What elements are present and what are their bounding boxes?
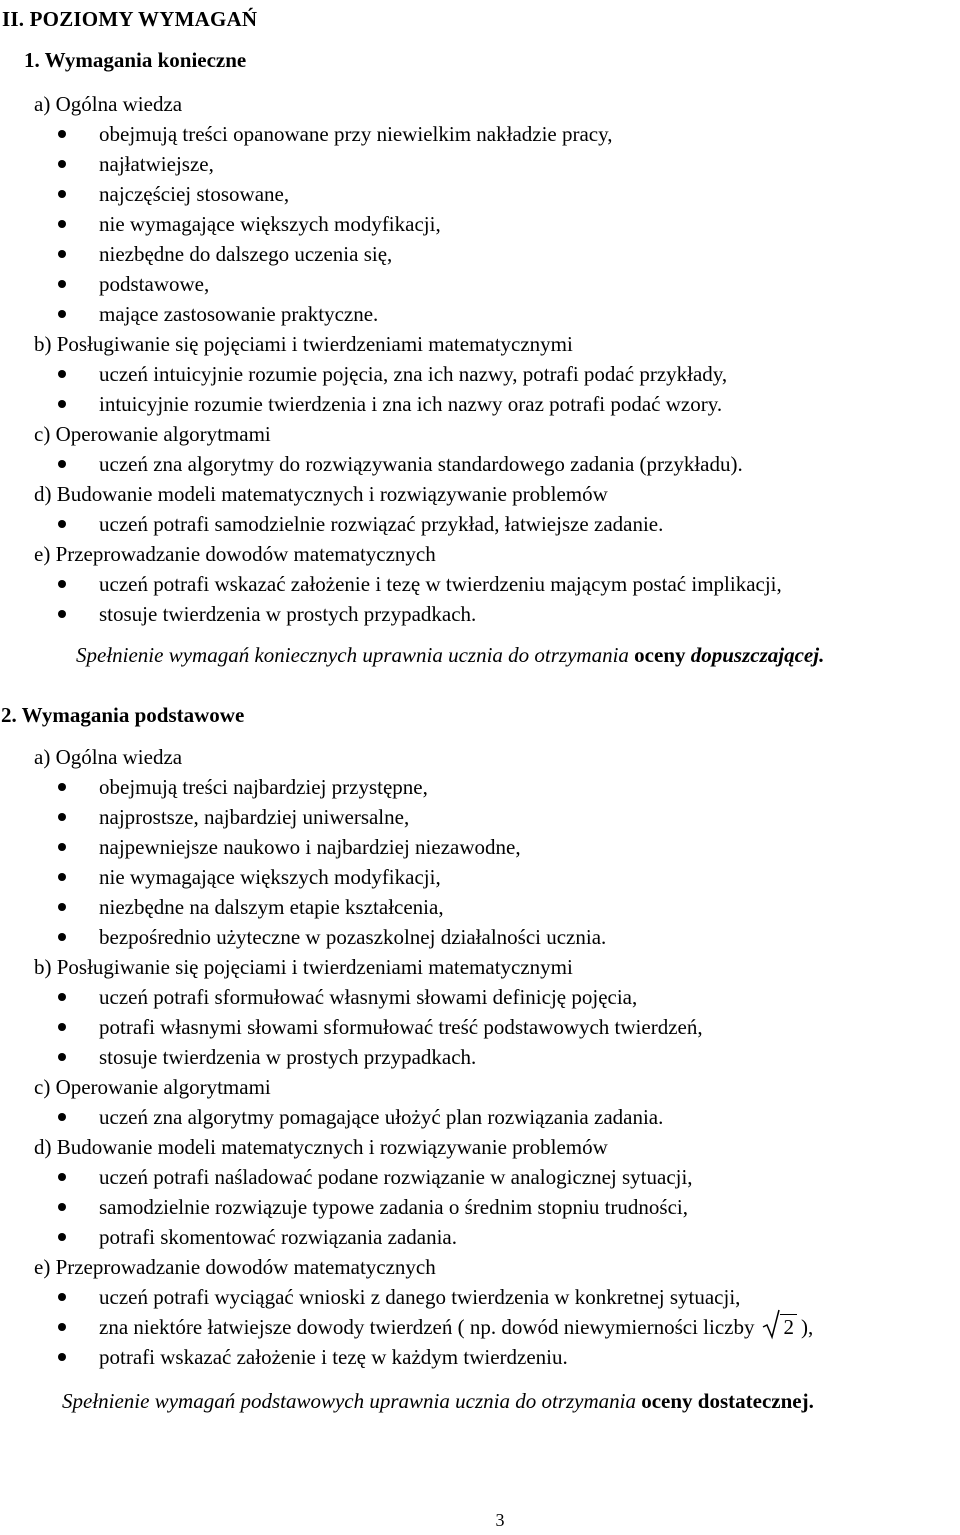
list-item-text: potrafi wskazać założenie i tezę w każdym twierdzeniu. — [99, 1345, 568, 1369]
page-number: 3 — [495, 1510, 505, 1530]
list-item-text: stosuje twierdzenia w prostych przypadkach. — [99, 602, 477, 626]
sqrt-icon — [762, 1308, 780, 1340]
summary-line — [62, 1386, 960, 1416]
list-item-text: mające zastosowanie praktyczne. — [99, 302, 379, 326]
bullet-icon — [58, 783, 66, 791]
bullet-list — [0, 1102, 960, 1132]
bullet-icon — [58, 190, 66, 198]
subsection-title: c) Operowanie algorytmami — [34, 1075, 271, 1099]
list-item-text: uczeń zna algorytmy pomagające ułożyć plan rozwiązania zadania. — [99, 1105, 664, 1129]
chapter-heading: II. POZIOMY WYMAGAŃ — [2, 7, 258, 31]
list-item — [0, 802, 960, 832]
summary-italic: Spełnienie wymagań podstawowych uprawnia ucznia do otrzymania — [62, 1389, 636, 1413]
list-item-text: uczeń potrafi wyciągać wnioski z danego twierdzenia w konkretnej sytuacji, — [99, 1285, 741, 1309]
list-item-text: nie wymagające większych modyfikacji, — [99, 212, 441, 236]
list-item-text: potrafi własnymi słowami sformułować treść podstawowych twierdzeń, — [99, 1015, 703, 1039]
list-item — [0, 832, 960, 862]
bullet-icon — [58, 1233, 66, 1241]
list-item-text: bezpośrednio użyteczne w pozaszkolnej działalności ucznia. — [99, 925, 607, 949]
list-item-text: niezbędne do dalszego uczenia się, — [99, 242, 393, 266]
bullet-icon — [58, 220, 66, 228]
list-item-text: samodzielnie rozwiązuje typowe zadania o średnim stopniu trudności, — [99, 1195, 688, 1219]
list-item-text: potrafi skomentować rozwiązania zadania. — [99, 1225, 457, 1249]
bullet-icon — [58, 1173, 66, 1181]
bullet-icon — [58, 903, 66, 911]
list-item — [0, 922, 960, 952]
list-item — [0, 982, 960, 1012]
list-item — [0, 1012, 960, 1042]
list-item — [0, 569, 960, 599]
subsection-title: c) Operowanie algorytmami — [34, 422, 271, 446]
list-item-text: nie wymagające większych modyfikacji, — [99, 865, 441, 889]
bullet-icon — [58, 1113, 66, 1121]
bullet-list — [0, 982, 960, 1072]
list-item-text: obejmują treści opanowane przy niewielkim nakładzie pracy, — [99, 122, 613, 146]
bullet-icon — [58, 580, 66, 588]
list-item — [0, 772, 960, 802]
list-item — [0, 1192, 960, 1222]
bullet-list — [0, 119, 960, 329]
list-item — [0, 179, 960, 209]
list-item — [0, 359, 960, 389]
list-item — [0, 299, 960, 329]
sqrt-expression — [762, 1312, 797, 1342]
list-item — [0, 1282, 960, 1312]
bullet-icon — [58, 280, 66, 288]
bullet-icon — [58, 933, 66, 941]
bullet-icon — [58, 1203, 66, 1211]
subsection-title: a) Ogólna wiedza — [34, 745, 183, 769]
list-item — [0, 149, 960, 179]
list-item — [0, 599, 960, 629]
list-item-text: podstawowe, — [99, 272, 210, 296]
summary-bold: oceny — [634, 643, 686, 667]
bullet-icon — [58, 1353, 66, 1361]
subsection-title: d) Budowanie modeli matematycznych i rozwiązywanie problemów — [34, 482, 608, 506]
bullet-icon — [58, 160, 66, 168]
list-item — [0, 269, 960, 299]
summary-line — [76, 640, 960, 670]
section-heading-podstawowe: 2. Wymagania podstawowe — [1, 703, 245, 727]
list-item — [0, 1312, 960, 1342]
bullet-list — [0, 359, 960, 419]
list-item — [0, 1042, 960, 1072]
bullet-icon — [58, 1053, 66, 1061]
list-item-text: uczeń zna algorytmy do rozwiązywania standardowego zadania (przykładu). — [99, 452, 743, 476]
bullet-icon — [58, 873, 66, 881]
subsection-title: b) Posługiwanie się pojęciami i twierdzeniami matematycznymi — [34, 955, 573, 979]
level2-block — [0, 742, 960, 1416]
list-item — [0, 1102, 960, 1132]
list-item-text: niezbędne na dalszym etapie kształcenia, — [99, 895, 444, 919]
bullet-list — [0, 569, 960, 629]
list-item-text: najpewniejsze naukowo i najbardziej niezawodne, — [99, 835, 521, 859]
list-item — [0, 449, 960, 479]
bullet-icon — [58, 610, 66, 618]
list-item-text-suffix: ), — [800, 1315, 814, 1339]
list-item — [0, 1162, 960, 1192]
subsection-title: e) Przeprowadzanie dowodów matematycznych — [34, 542, 436, 566]
bullet-icon — [58, 1023, 66, 1031]
list-item-text: uczeń potrafi samodzielnie rozwiązać przykład, łatwiejsze zadanie. — [99, 512, 664, 536]
bullet-list — [0, 449, 960, 479]
bullet-list — [0, 772, 960, 952]
list-item-text: uczeń intuicyjnie rozumie pojęcia, zna ich nazwy, potrafi podać przykłady, — [99, 362, 728, 386]
list-item-text: zna niektóre łatwiejsze dowody twierdzeń ( np. dowód niewymierności liczby — [99, 1315, 755, 1339]
bullet-icon — [58, 843, 66, 851]
level1-block — [0, 89, 960, 670]
subsection-title: a) Ogólna wiedza — [34, 92, 183, 116]
list-item — [0, 1222, 960, 1252]
list-item — [0, 1342, 960, 1372]
bullet-icon — [58, 460, 66, 468]
list-item — [0, 209, 960, 239]
bullet-icon — [58, 813, 66, 821]
bullet-icon — [58, 370, 66, 378]
bullet-list — [0, 1162, 960, 1252]
list-item-text: najczęściej stosowane, — [99, 182, 290, 206]
summary-italic: Spełnienie wymagań koniecznych uprawnia ucznia do otrzymania — [76, 643, 629, 667]
list-item-text: uczeń potrafi sformułować własnymi słowami definicję pojęcia, — [99, 985, 638, 1009]
list-item — [0, 119, 960, 149]
bullet-list — [0, 1282, 960, 1372]
section-heading-konieczne: 1. Wymagania konieczne — [24, 48, 247, 72]
subsection-title: d) Budowanie modeli matematycznych i rozwiązywanie problemów — [34, 1135, 608, 1159]
bullet-icon — [58, 400, 66, 408]
list-item-text: najprostsze, najbardziej uniwersalne, — [99, 805, 410, 829]
list-item-text: najłatwiejsze, — [99, 152, 214, 176]
list-item-text: uczeń potrafi naśladować podane rozwiązanie w analogicznej sytuacji, — [99, 1165, 693, 1189]
subsection-title: e) Przeprowadzanie dowodów matematycznych — [34, 1255, 436, 1279]
bullet-icon — [58, 250, 66, 258]
subsection-title: b) Posługiwanie się pojęciami i twierdzeniami matematycznymi — [34, 332, 573, 356]
bullet-list — [0, 509, 960, 539]
bullet-icon — [58, 130, 66, 138]
bullet-icon — [58, 1293, 66, 1301]
list-item — [0, 862, 960, 892]
list-item-text: intuicyjnie rozumie twierdzenia i zna ich nazwy oraz potrafi podać wzory. — [99, 392, 723, 416]
list-item — [0, 892, 960, 922]
bullet-icon — [58, 520, 66, 528]
summary-grade: oceny dostatecznej. — [641, 1389, 814, 1413]
list-item-text: stosuje twierdzenia w prostych przypadkach. — [99, 1045, 477, 1069]
list-item — [0, 239, 960, 269]
list-item — [0, 509, 960, 539]
bullet-icon — [58, 310, 66, 318]
bullet-icon — [58, 993, 66, 1001]
sqrt-radicand: 2 — [780, 1314, 797, 1339]
list-item — [0, 389, 960, 419]
bullet-icon — [58, 1323, 66, 1331]
list-item-text: uczeń potrafi wskazać założenie i tezę w twierdzeniu mającym postać implikacji, — [99, 572, 782, 596]
summary-grade: dopuszczającej. — [690, 643, 825, 667]
list-item-text: obejmują treści najbardziej przystępne, — [99, 775, 428, 799]
